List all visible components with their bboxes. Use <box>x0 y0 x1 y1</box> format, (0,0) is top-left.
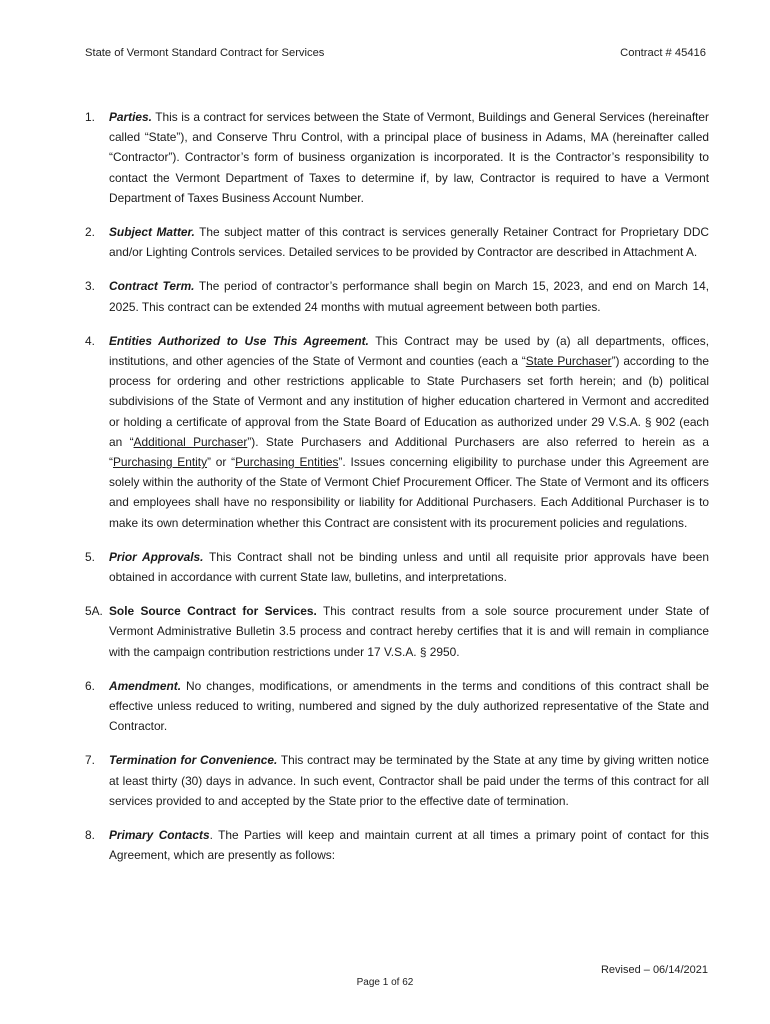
clause-text: This contract results from a sole source procurement under State of Vermont Administrative Bulletin 3.5 process and contract hereby certifies that it is and will remain in compliance with the campaign contribution restrictions under 17 V.S.A. § 2950. <box>109 604 710 659</box>
revision-date: Revised – 06/14/2021 <box>600 964 708 976</box>
clause-number: 6. <box>85 678 95 693</box>
clause-title: Contract Term. <box>109 279 195 294</box>
clause-title: Subject Matter. <box>109 224 195 239</box>
clause-title: Primary Contacts <box>109 827 210 842</box>
clause-text: This Contract may be used by (a) all departments, offices, institutions, and other agencies of the State of Vermont and counties (each a “ <box>109 333 709 368</box>
defined-term-purchasing-entities: Purchasing Entities <box>235 454 339 469</box>
clause-title: Termination for Convenience. <box>109 753 278 768</box>
clause-number: 5A. <box>85 604 103 619</box>
clause-contract-term <box>85 276 709 316</box>
clause-number: 7. <box>85 753 95 768</box>
clause-text: This contract may be terminated by the State at any time by giving written notice at least thirty (30) days in advance. In such event, Contractor shall be paid under the terms of this contract for all services provided to and accepted by the State prior to the effective date of termination. <box>109 753 710 808</box>
clause-text: No changes, modifications, or amendments in the terms and conditions of this contract shall be effective unless reduced to writing, numbered and signed by the duly authorized representative of the State and Contractor. <box>109 678 709 734</box>
clause-text: ”). State Purchasers and Additional Purchasers are also referred to herein as a “ <box>109 434 709 469</box>
defined-term-additional-purchaser: Additional Purchaser <box>133 434 248 449</box>
clause-number: 3. <box>85 279 95 294</box>
clause-title: Entities Authorized to Use This Agreement. <box>109 333 369 348</box>
clause-number: 1. <box>85 109 95 124</box>
clause-text: This Contract shall not be binding unless and until all requisite prior approvals have been obtained in accordance with current State law, bulletins, and interpretations. <box>109 549 709 584</box>
document-title: State of Vermont Standard Contract for Services <box>85 47 325 59</box>
clause-text: ”) according to the process for ordering and other restrictions applicable to State Purchasers set forth herein; and (b) political subdivisions of the State of Vermont and any institution of higher education chartered in Vermont and accredited or holding a certificate of approval from the State Board of Education as authorized under 29 V.S.A. § 902 (each an “ <box>109 353 709 449</box>
clause-text: ”. Issues concerning eligibility to purchase under this Agreement are solely within the authority of the State of Vermont Chief Procurement Officer. The State of Vermont and its officers and employees shall have no responsibility or liability for Additional Purchasers. Each Additional Purchaser is to make its own determination whether this Contract are consistent with its procurement policies and regulations. <box>109 454 709 530</box>
clause-title: Prior Approvals. <box>109 549 204 564</box>
clause-text: The subject matter of this contract is services generally Retainer Contract for Proprietary DDC and/or Lighting Controls services. Detailed services to be provided by Contractor are described in Attachment A. <box>109 224 710 260</box>
clause-title: Amendment. <box>109 678 182 693</box>
defined-term-state-purchaser: State Purchaser <box>525 353 612 368</box>
clause-prior-approvals <box>85 547 709 587</box>
defined-term-purchasing-entity: Purchasing Entity <box>112 454 208 469</box>
contract-number: Contract # 45416 <box>620 47 706 59</box>
clause-number: 2. <box>85 224 95 239</box>
clause-sole-source <box>85 601 709 662</box>
clause-title: Sole Source Contract for Services. <box>109 604 317 619</box>
clause-number: 5. <box>85 549 95 564</box>
clause-text: . The Parties will keep and maintain current at all times a primary point of contact for this Agreement, which are presently as follows: <box>109 827 709 863</box>
clause-termination <box>85 750 709 811</box>
clause-text: The period of contractor’s performance shall begin on March 15, 2023, and end on March 14, 2025. This contract can be extended 24 months with mutual agreement between both parties. <box>109 279 709 314</box>
clause-subject-matter <box>85 222 709 262</box>
clause-number: 8. <box>85 827 95 842</box>
clause-primary-contacts <box>85 825 709 865</box>
page-number: Page 1 of 62 <box>356 977 414 988</box>
clause-amendment <box>85 676 709 737</box>
document-body <box>85 95 709 879</box>
clause-entities-authorized <box>85 331 709 533</box>
clause-text: This is a contract for services between the State of Vermont, Buildings and General Services (hereinafter called “State”), and Conserve Thru Control, with a principal place of business in Adams, MA (hereinafter called “Contractor”). Contractor’s form of business organization is incorporated. It is the Contractor’s responsibility to contact the Vermont Department of Taxes to determine if, by law, Contractor is required to have a Vermont Department of Taxes Business Account Number. <box>109 109 710 205</box>
clause-parties <box>85 107 709 208</box>
clause-text: ” or “ <box>207 454 236 469</box>
clause-number: 4. <box>85 333 95 348</box>
clause-title: Parties. <box>109 109 152 124</box>
